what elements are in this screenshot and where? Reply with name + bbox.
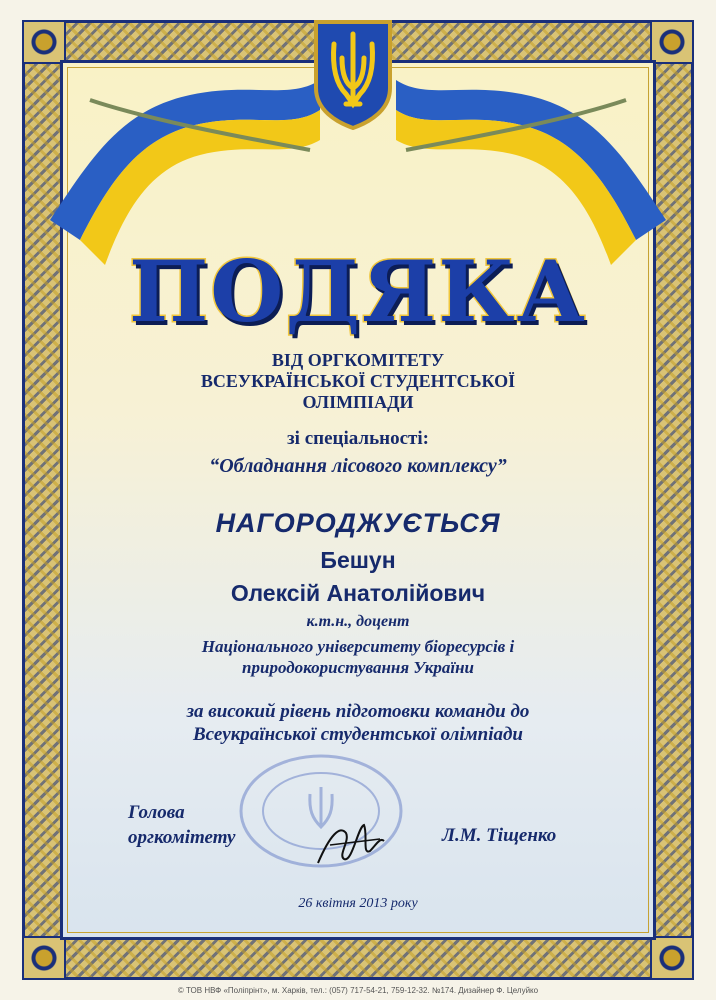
printer-footer: © ТОВ НВФ «Поліпрінт», м. Харків, тел.: (057) 717-54-21, 759-12-32. №174. Дизайнер Ф. Целуйко (177, 986, 539, 995)
certificate-title: ПОДЯКА (128, 242, 588, 341)
reason-line: за високий рівень підготовки команди до (186, 701, 530, 722)
organizer-line: ВІД ОРГКОМІТЕТУ (271, 350, 445, 370)
issue-date: 26 квітня 2013 року (298, 896, 418, 911)
head-label-line: Голова (128, 802, 185, 823)
specialty-label: зі спеціальності: (287, 428, 429, 449)
university-line: природокористування України (242, 658, 474, 677)
head-label-line: оргкомітету (128, 827, 236, 848)
organizer-line: ОЛІМПІАДИ (302, 392, 414, 412)
trident-coat-of-arms-icon (312, 18, 394, 130)
recipient-name: Олексій Анатолійович (230, 580, 486, 606)
university-name (0, 636, 716, 678)
university-line: Національного університету біоресурсів і (201, 637, 515, 656)
head-name: Л.М. Тіщенко (442, 825, 557, 846)
corner-ornament (22, 936, 66, 980)
recipient-surname: Бешун (320, 547, 396, 573)
recipient-degree: к.т.н., доцент (306, 613, 410, 630)
specialty-value: “Обладнання лісового комплексу” (209, 455, 507, 477)
award-reason (0, 700, 716, 746)
head-label (128, 800, 235, 850)
organizer-heading (0, 350, 716, 413)
corner-ornament (650, 936, 694, 980)
reason-line: Всеукраїнської студентської олімпіади (193, 724, 523, 745)
awarded-label: НАГОРОДЖУЄТЬСЯ (215, 508, 501, 538)
organizer-line: ВСЕУКРАЇНСЬКОЇ СТУДЕНТСЬКОЇ (200, 371, 516, 391)
handwritten-signature (310, 815, 390, 870)
